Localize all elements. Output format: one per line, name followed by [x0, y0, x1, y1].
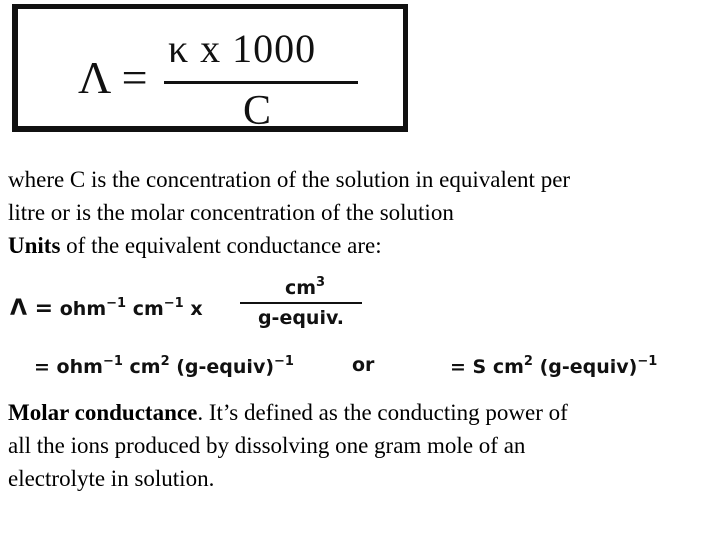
paragraph-line: [8, 396, 568, 429]
units-heading: Units: [8, 233, 61, 258]
units-text: of the equivalent conductance are:: [60, 233, 382, 258]
ohm-unit: ohm: [56, 356, 103, 378]
exponent: −1: [637, 354, 658, 369]
equals-sign: =: [450, 356, 466, 378]
g-equiv-unit: (g-equiv): [539, 356, 638, 378]
paragraph-text: . It’s defined as the conducting power of: [197, 400, 568, 425]
fraction-numerator: [248, 275, 362, 299]
fraction-bar: [164, 81, 358, 84]
cm-unit: cm: [492, 356, 524, 378]
lambda-lhs: Λ =: [10, 296, 54, 321]
units-formula-siemens: [450, 354, 657, 378]
units-formula-line-2: [34, 354, 294, 378]
exponent: −1: [274, 354, 294, 369]
equals-sign: =: [34, 356, 50, 378]
exponent: −1: [102, 354, 123, 369]
cm-unit: cm: [129, 356, 161, 378]
fraction-denominator: g-equiv.: [257, 307, 345, 329]
paragraph-line: where C is the concentration of the solution in equivalent per: [8, 167, 571, 192]
paragraph-line: all the ions produced by dissolving one gram mole of an: [8, 433, 526, 458]
formula-lhs: Λ =: [78, 52, 148, 103]
units-fraction: [240, 275, 362, 329]
siemens-unit: S: [472, 356, 487, 378]
formula-numerator: κ x 1000: [168, 26, 317, 71]
ohm-unit: ohm: [59, 298, 107, 320]
times-sign: x: [190, 298, 203, 320]
definition-paragraph: [8, 163, 570, 262]
molar-conductance-term: Molar conductance: [8, 400, 198, 425]
cm-unit: cm: [132, 298, 164, 320]
or-text: or: [352, 354, 375, 376]
paragraph-line: electrolyte in solution.: [8, 466, 215, 491]
molar-conductance-paragraph: [8, 396, 568, 495]
exponent: 3: [316, 275, 326, 290]
exponent: 2: [523, 354, 533, 369]
cm-unit: cm: [284, 277, 316, 299]
fraction-bar: [240, 302, 362, 304]
g-equiv-unit: (g-equiv): [176, 356, 275, 378]
units-line: [8, 229, 570, 262]
exponent: 2: [160, 354, 170, 369]
exponent: −1: [163, 296, 184, 311]
formula-denominator: C: [243, 88, 272, 134]
equivalent-conductance-formula-box: [12, 4, 408, 132]
units-formula-line-1: [10, 296, 203, 321]
exponent: −1: [106, 296, 127, 311]
paragraph-line: litre or is the molar concentration of the solution: [8, 200, 454, 225]
